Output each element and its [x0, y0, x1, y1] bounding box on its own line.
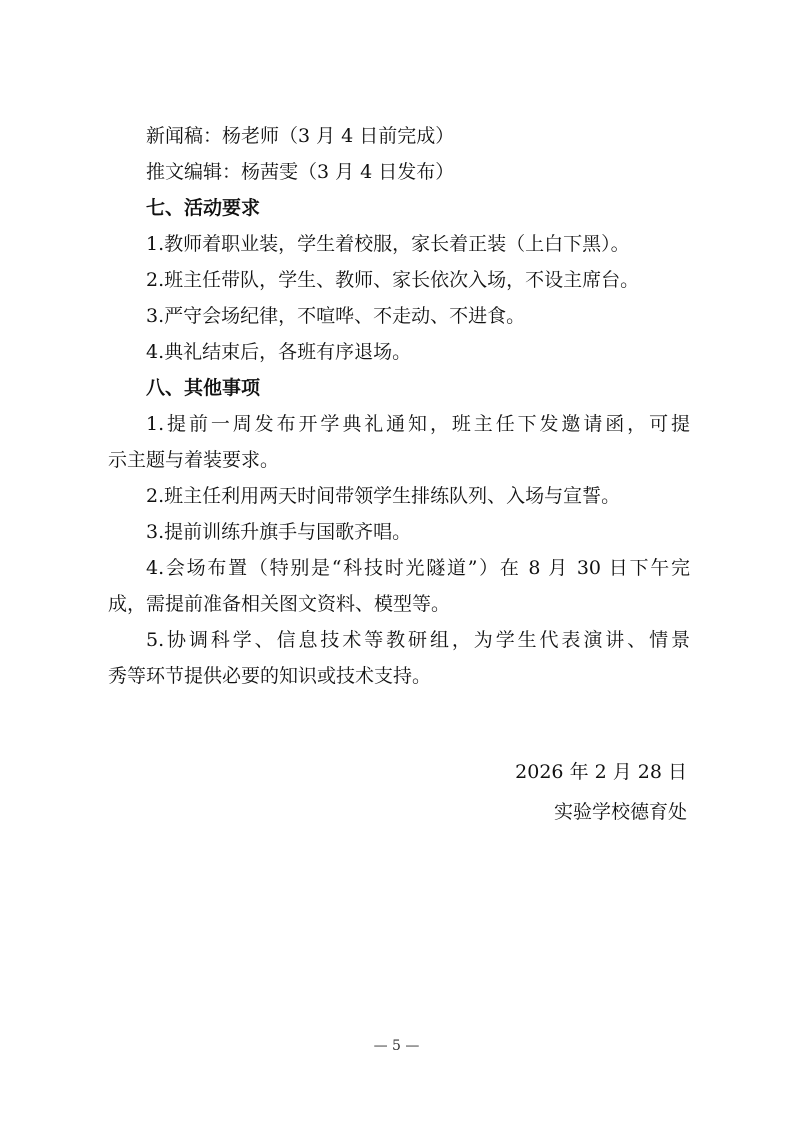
section-8-item-1-line-2: 示主题与着装要求。: [108, 449, 280, 471]
post-editing-line: 推文编辑：杨茜雯（3 月 4 日发布）: [146, 161, 455, 183]
section-8-item-1-line-1: 1.提前一周发布开学典礼通知，班主任下发邀请函，可提: [146, 413, 690, 435]
section-8-item-3: 3.提前训练升旗手与国歌齐唱。: [146, 521, 412, 543]
section-8-item-2: 2.班主任利用两天时间带领学生排练队列、入场与宣誓。: [146, 485, 621, 507]
section-7-item-1: 1.教师着职业装，学生着校服，家长着正装（上白下黑）。: [146, 233, 630, 255]
signature-block: [515, 752, 687, 832]
section-8-item-4-line-1: 4.会场布置（特别是“科技时光隧道”）在 8 月 30 日下午完: [146, 557, 690, 579]
signature-date: 2026 年 2 月 28 日: [515, 761, 687, 783]
section-8-heading: 八、其他事项: [146, 377, 261, 399]
document-body: [108, 118, 690, 694]
section-7-heading: 七、活动要求: [146, 197, 261, 219]
section-7-item-2: 2.班主任带队，学生、教师、家长依次入场，不设主席台。: [146, 269, 640, 291]
section-7-item-3: 3.严守会场纪律，不喧哗、不走动、不进食。: [146, 305, 526, 327]
signature-organization: 实验学校德育处: [553, 801, 687, 823]
press-release-line: 新闻稿：杨老师（3 月 4 日前完成）: [146, 125, 455, 147]
section-8-item-5-line-2: 秀等环节提供必要的知识或技术支持。: [108, 665, 432, 687]
section-8-item-4-line-2: 成，需提前准备相关图文资料、模型等。: [108, 593, 451, 615]
section-8-item-5-line-1: 5.协调科学、信息技术等教研组，为学生代表演讲、情景: [146, 629, 690, 651]
page-number: — 5 —: [373, 1038, 420, 1054]
section-7-item-4: 4.典礼结束后，各班有序退场。: [146, 341, 412, 363]
